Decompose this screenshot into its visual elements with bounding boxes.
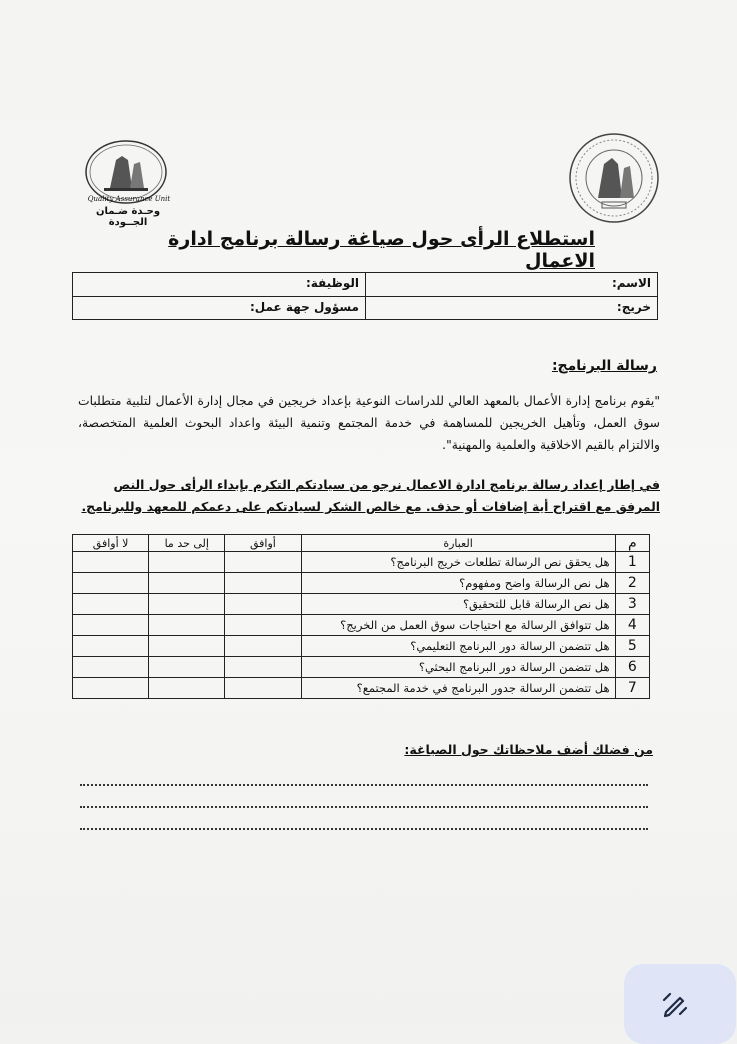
somewhat-cell[interactable] — [149, 552, 225, 573]
agree-cell[interactable] — [225, 552, 301, 573]
edit-fab-button[interactable] — [624, 964, 736, 1044]
row-num: 3 — [615, 594, 649, 615]
row-num: 1 — [615, 552, 649, 573]
disagree-cell[interactable] — [73, 678, 149, 699]
somewhat-cell[interactable] — [149, 657, 225, 678]
agree-cell[interactable] — [225, 636, 301, 657]
row-statement: هل يحقق نص الرسالة تطلعات خريج البرنامج؟ — [301, 552, 615, 573]
agree-cell[interactable] — [225, 615, 301, 636]
info-row-2 — [73, 297, 657, 320]
row-num: 2 — [615, 573, 649, 594]
header-somewhat: إلى حد ما — [149, 535, 225, 552]
row-statement: هل تتضمن الرسالة جدور البرنامج في خدمة المجتمع؟ — [301, 678, 615, 699]
mission-text: "يقوم برنامج إدارة الأعمال بالمعهد العالي للدراسات النوعية بإعداد خريجين في مجال إدارة الأعمال لتلبية متطلبات سوق العمل، وتأهيل الخريجين للمساهمة في خدمة المجتمع وتنمية البيئة واعداد البحوث العلمية المتخصصة، والالتزام بالقيم الاخلاقية والعلمية والمهنية". — [78, 394, 660, 452]
row-num: 4 — [615, 615, 649, 636]
comment-line-3[interactable] — [80, 828, 648, 830]
edit-pen-icon — [660, 990, 690, 1020]
name-field[interactable]: الاسم: — [365, 273, 657, 296]
row-num: 7 — [615, 678, 649, 699]
employer-field[interactable]: مسؤول جهة عمل: — [250, 300, 359, 314]
header-agree: أوافق — [225, 535, 301, 552]
survey-table — [72, 534, 650, 699]
agree-cell[interactable] — [225, 573, 301, 594]
row-statement: هل تتضمن الرسالة دور البرنامج البحثي؟ — [301, 657, 615, 678]
somewhat-cell[interactable] — [149, 636, 225, 657]
table-row — [73, 615, 650, 636]
quality-assurance-en-text: Quality Assurance Unit — [87, 195, 171, 203]
row-num: 6 — [615, 657, 649, 678]
header-statement: العبارة — [301, 535, 615, 552]
job-field[interactable]: الوظيفة: — [305, 276, 359, 290]
row-statement: هل تتضمن الرسالة دور البرنامج التعليمي؟ — [301, 636, 615, 657]
table-row — [73, 657, 650, 678]
table-row — [73, 573, 650, 594]
agree-cell[interactable] — [225, 594, 301, 615]
somewhat-cell[interactable] — [149, 615, 225, 636]
comment-line-1[interactable] — [80, 784, 648, 786]
header-disagree: لا أوافق — [73, 535, 149, 552]
row-num: 5 — [615, 636, 649, 657]
survey-instruction: في إطار إعداد رسالة برنامج ادارة الاعمال نرجو من سيادتكم التكرم بإبداء الرأى حول النص المرفق مع اقتراح أية إضافات أو حذف. مع خالص الشكر لسيادتكم على دعمكم للمعهد وللبرنامج. — [81, 477, 660, 514]
disagree-cell[interactable] — [73, 657, 149, 678]
mission-heading: رسالة البرنامج: — [551, 358, 657, 374]
agree-cell[interactable] — [225, 657, 301, 678]
table-row — [73, 594, 650, 615]
disagree-cell[interactable] — [73, 573, 149, 594]
survey-header-row — [73, 535, 650, 552]
page-title: استطلاع الرأى حول صياغة رسالة برنامج ادارة الاعمال — [168, 228, 595, 272]
graduate-field[interactable]: خريج: — [365, 297, 657, 320]
table-row — [73, 636, 650, 657]
row-statement: هل تتوافق الرسالة مع احتياجات سوق العمل من الخريج؟ — [301, 615, 615, 636]
disagree-cell[interactable] — [73, 615, 149, 636]
comments-heading: من فضلك أضف ملاحظاتك حول الصياغة: — [404, 742, 653, 757]
somewhat-cell[interactable] — [149, 573, 225, 594]
quality-assurance-ar-text: وحـدة ضـمان الجــودة — [95, 206, 161, 228]
institute-seal-icon — [568, 130, 660, 226]
somewhat-cell[interactable] — [149, 678, 225, 699]
header-num: م — [615, 535, 649, 552]
table-row — [73, 552, 650, 573]
info-row-1 — [73, 273, 657, 297]
row-statement: هل نص الرسالة قابل للتحقيق؟ — [301, 594, 615, 615]
agree-cell[interactable] — [225, 678, 301, 699]
somewhat-cell[interactable] — [149, 594, 225, 615]
respondent-info-table — [72, 272, 658, 320]
disagree-cell[interactable] — [73, 594, 149, 615]
table-row — [73, 678, 650, 699]
disagree-cell[interactable] — [73, 636, 149, 657]
row-statement: هل نص الرسالة واضح ومفهوم؟ — [301, 573, 615, 594]
disagree-cell[interactable] — [73, 552, 149, 573]
comment-line-2[interactable] — [80, 806, 648, 808]
